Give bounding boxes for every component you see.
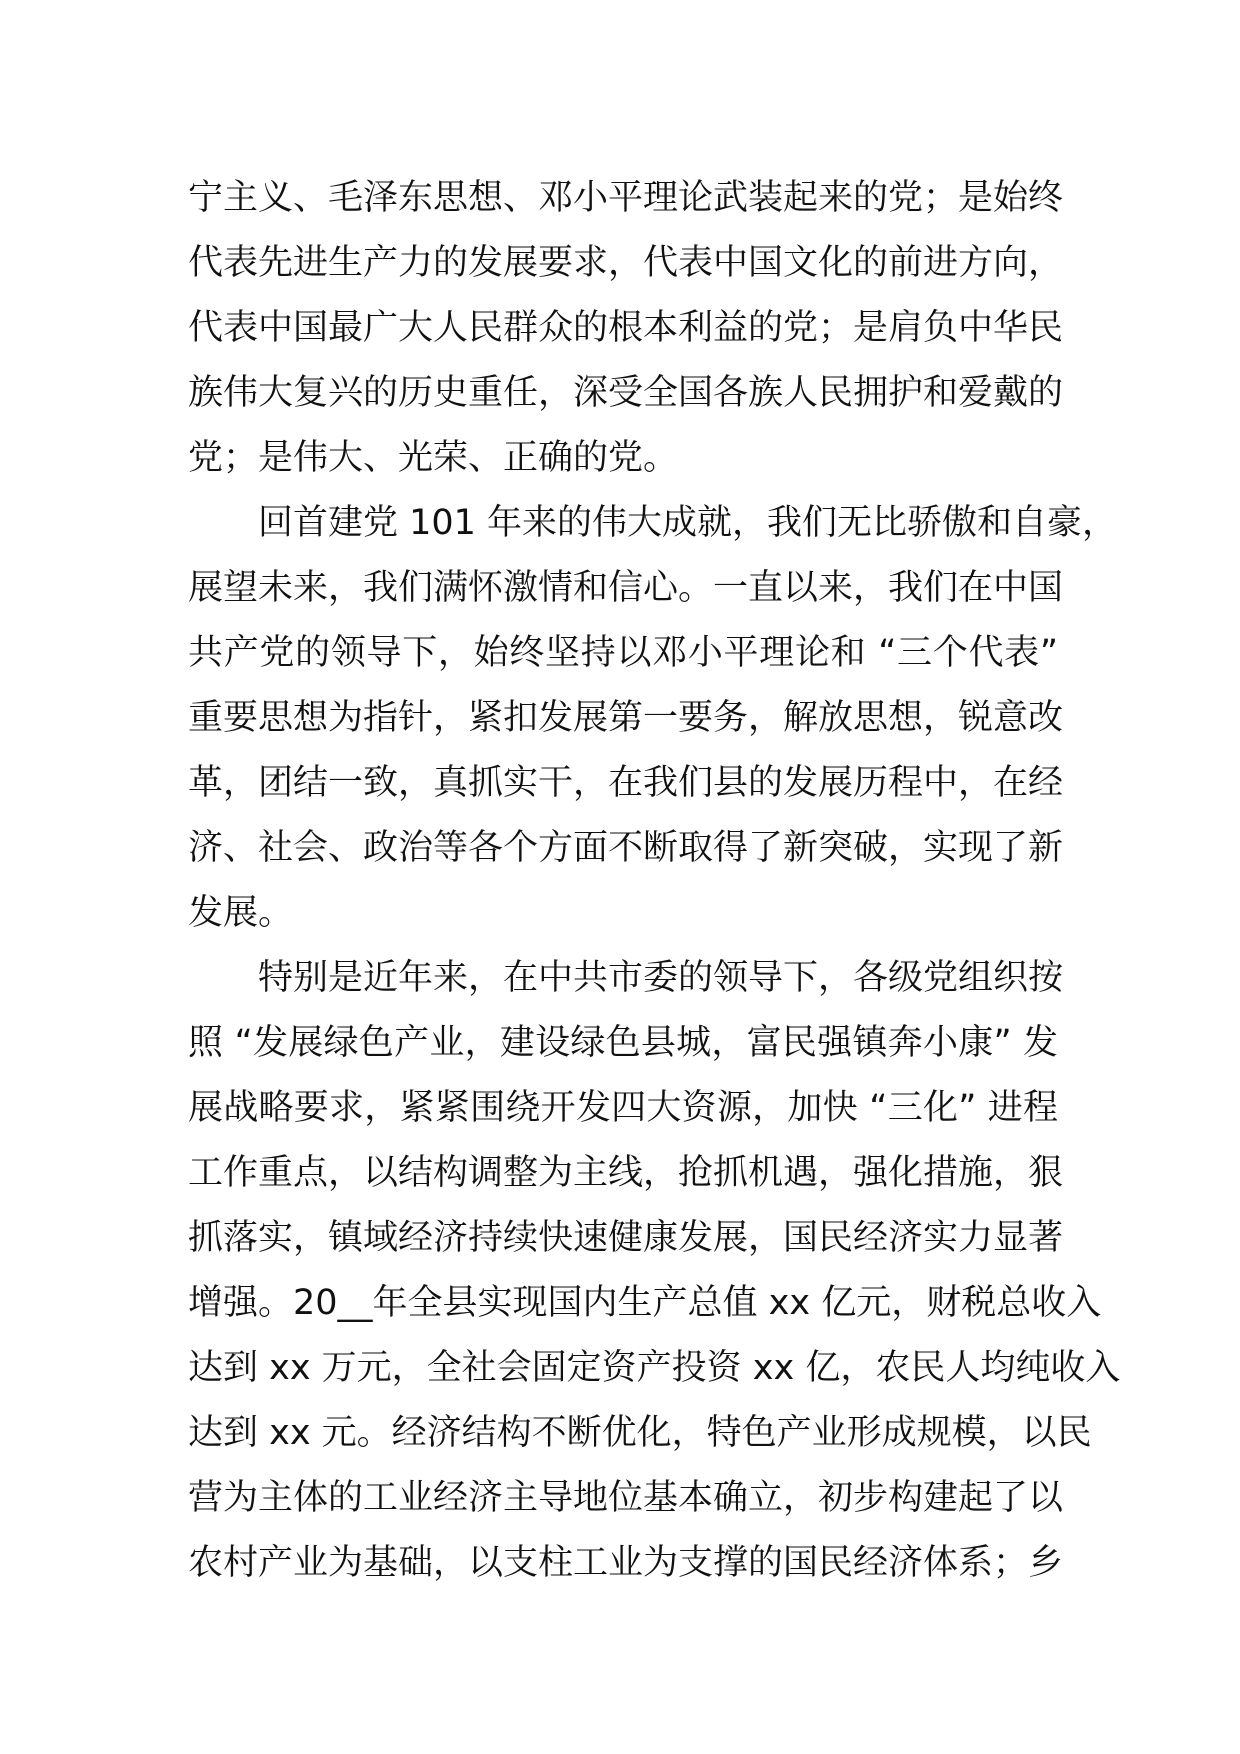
text-line: 党；是伟大、光荣、正确的党。 <box>188 438 679 478</box>
text-line: 展战略要求，紧紧围绕开发四大资源，加快 “三化” 进程 <box>188 1088 1058 1128</box>
text-line: 特别是近年来，在中共市委的领导下，各级党组织按 <box>258 958 1064 998</box>
text-line: 抓落实，镇域经济持续快速健康发展，国民经济实力显著 <box>188 1218 1064 1258</box>
text-line: 达到 xx 元。经济结构不断优化，特色产业形成规模，以民 <box>188 1413 1092 1453</box>
text-line: 族伟大复兴的历史重任，深受全国各族人民拥护和爱戴的 <box>188 373 1064 413</box>
text-line: 照 “发展绿色产业，建设绿色县城，富民强镇奔小康” 发 <box>188 1023 1058 1063</box>
text-line: 营为主体的工业经济主导地位基本确立，初步构建起了以 <box>188 1478 1064 1518</box>
text-line: 济、社会、政治等各个方面不断取得了新突破，实现了新 <box>188 828 1064 868</box>
text-line: 宁主义、毛泽东思想、邓小平理论武装起来的党；是始终 <box>188 178 1064 218</box>
text-line: 工作重点，以结构调整为主线，抢抓机遇，强化措施，狠 <box>188 1153 1064 1193</box>
text-line: 代表中国最广大人民群众的根本利益的党；是肩负中华民 <box>188 308 1064 348</box>
text-line: 达到 xx 万元，全社会固定资产投资 xx 亿，农民人均纯收入 <box>188 1348 1121 1388</box>
text-line: 发展。 <box>188 893 294 933</box>
text-line: 回首建党 101 年来的伟大成就，我们无比骄傲和自豪， <box>258 503 1118 543</box>
text-line: 增强。20__年全县实现国内生产总值 xx 亿元，财税总收入 <box>188 1283 1102 1323</box>
text-line: 农村产业为基础，以支柱工业为支撑的国民经济体系；乡 <box>188 1543 1064 1583</box>
text-line: 重要思想为指针，紧扣发展第一要务，解放思想，锐意改 <box>188 698 1064 738</box>
text-line: 展望未来，我们满怀激情和信心。一直以来，我们在中国 <box>188 568 1064 608</box>
text-line: 共产党的领导下，始终坚持以邓小平理论和 “三个代表” <box>188 633 1058 673</box>
document-body <box>188 166 1121 1596</box>
text-line: 革，团结一致，真抓实干，在我们县的发展历程中，在经 <box>188 763 1064 803</box>
text-line: 代表先进生产力的发展要求，代表中国文化的前进方向， <box>188 243 1064 283</box>
